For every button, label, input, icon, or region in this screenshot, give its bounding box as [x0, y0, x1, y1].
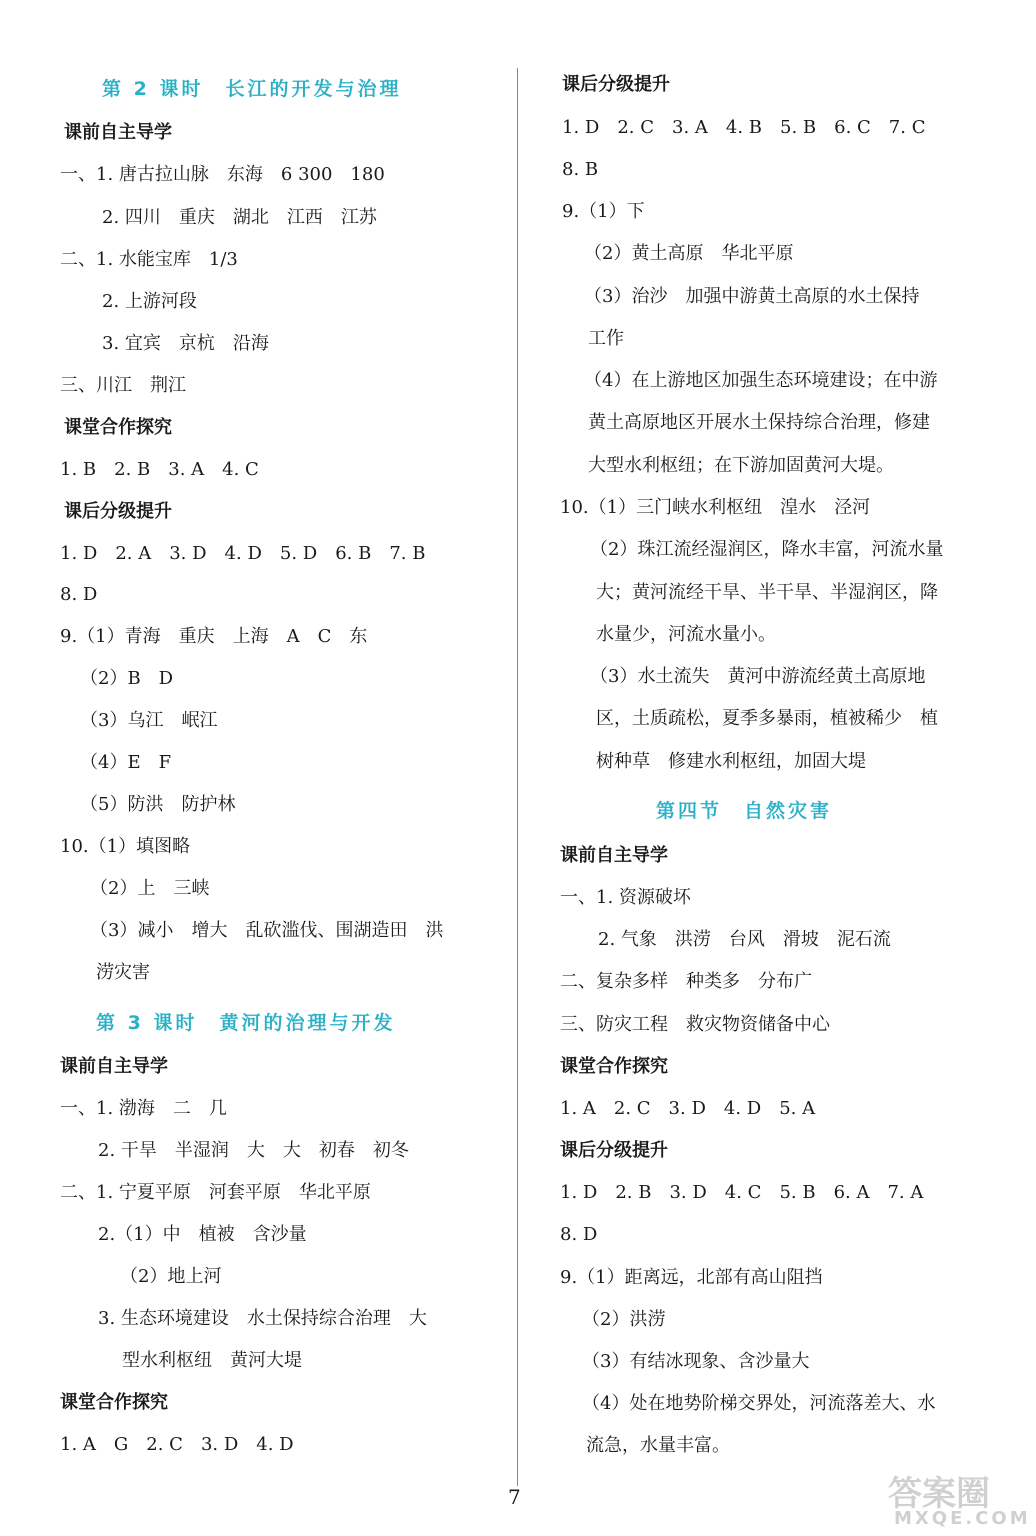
- answer-line: 1. A 2. C 3. D 4. D 5. A: [560, 1098, 816, 1119]
- answer-line: 9.（1）距离远，北部有高山阻挡: [560, 1267, 823, 1288]
- answer-line: 3. 宜宾 京杭 沿海: [102, 333, 269, 354]
- answer-line: 型水利枢纽 黄河大堤: [122, 1350, 302, 1371]
- answer-line: 三、防灾工程 救灾物资储备中心: [560, 1014, 830, 1035]
- answer-line: 三、川江 荆江: [60, 375, 186, 396]
- answer-line: （2）黄土高原 华北平原: [584, 243, 794, 264]
- section-title: 第 3 课时 黄河的治理与开发: [96, 1012, 396, 1034]
- answer-line: （3）有结冰现象、含沙量大: [582, 1351, 810, 1372]
- answer-line: 9.（1）下: [562, 201, 645, 222]
- answer-line: （5）防洪 防护林: [80, 794, 236, 815]
- subsection-heading: 课前自主导学: [60, 1056, 168, 1077]
- answer-line: 10.（1）三门峡水利枢纽 湟水 泾河: [560, 497, 871, 518]
- answer-line: 8. D: [60, 584, 98, 605]
- column-divider: [517, 68, 518, 1486]
- answer-line: 大；黄河流经干旱、半干旱、半湿润区，降: [596, 582, 938, 603]
- answer-line: 2. 干旱 半湿润 大 大 初春 初冬: [98, 1140, 409, 1161]
- answer-line: （2）B D: [80, 668, 174, 689]
- watermark-logo: 答案圈 MXQE.COM: [888, 1474, 1031, 1529]
- answer-line: 1. D 2. B 3. D 4. C 5. B 6. A 7. A: [560, 1182, 924, 1203]
- answer-line: 2. 四川 重庆 湖北 江西 江苏: [102, 207, 377, 228]
- answer-line: 二、复杂多样 种类多 分布广: [560, 971, 812, 992]
- subsection-heading: 课前自主导学: [560, 845, 668, 866]
- page-number: 7: [508, 1485, 521, 1509]
- section-title: 第四节 自然灾害: [656, 800, 833, 822]
- answer-line: 1. A G 2. C 3. D 4. D: [60, 1434, 294, 1455]
- answer-line: 二、1. 宁夏平原 河套平原 华北平原: [60, 1182, 371, 1203]
- answer-line: （2）珠江流经湿润区，降水丰富，河流水量: [590, 539, 944, 560]
- answer-line: 2. 上游河段: [102, 291, 197, 312]
- subsection-heading: 课后分级提升: [562, 74, 670, 95]
- answer-line: （2）上 三峡: [90, 878, 210, 899]
- answer-line: 8. D: [560, 1224, 598, 1245]
- answer-line: 一、1. 渤海 二 几: [60, 1098, 227, 1119]
- subsection-heading: 课堂合作探究: [64, 417, 172, 438]
- answer-line: 二、1. 水能宝库 1/3: [60, 249, 238, 270]
- answer-line: （3）乌江 岷江: [80, 710, 218, 731]
- subsection-heading: 课后分级提升: [560, 1140, 668, 1161]
- subsection-heading: 课后分级提升: [64, 501, 172, 522]
- answer-line: 2.（1）中 植被 含沙量: [98, 1224, 307, 1245]
- section-title: 第 2 课时 长江的开发与治理: [102, 78, 402, 100]
- answer-line: （4）E F: [80, 752, 172, 773]
- answer-line: 区，土质疏松，夏季多暴雨，植被稀少 植: [596, 708, 938, 729]
- answer-line: 1. D 2. C 3. A 4. B 5. B 6. C 7. C: [562, 117, 926, 138]
- answer-line: 3. 生态环境建设 水土保持综合治理 大: [98, 1308, 427, 1329]
- answer-line: 10.（1）填图略: [60, 836, 191, 857]
- answer-line: 流急，水量丰富。: [586, 1435, 730, 1456]
- answer-line: 1. D 2. A 3. D 4. D 5. D 6. B 7. B: [60, 543, 426, 564]
- answer-line: 1. B 2. B 3. A 4. C: [60, 459, 259, 480]
- subsection-heading: 课堂合作探究: [60, 1392, 168, 1413]
- answer-line: （2）洪涝: [582, 1309, 666, 1330]
- answer-line: 涝灾害: [96, 962, 150, 983]
- answer-line: 工作: [588, 328, 624, 349]
- answer-line: 黄土高原地区开展水土保持综合治理，修建: [588, 412, 930, 433]
- answer-line: （4）在上游地区加强生态环境建设；在中游: [584, 370, 938, 391]
- answer-line: （2）地上河: [120, 1266, 222, 1287]
- subsection-heading: 课前自主导学: [64, 122, 172, 143]
- answer-line: 一、1. 唐古拉山脉 东海 6 300 180: [60, 164, 385, 185]
- answer-line: （3）减小 增大 乱砍滥伐、围湖造田 洪: [90, 920, 444, 941]
- answer-line: 一、1. 资源破坏: [560, 887, 691, 908]
- answer-line: 2. 气象 洪涝 台风 滑坡 泥石流: [598, 929, 891, 950]
- answer-line: 水量少，河流水量小。: [596, 624, 776, 645]
- answer-line: 9.（1）青海 重庆 上海 A C 东: [60, 626, 368, 647]
- answer-line: （3）治沙 加强中游黄土高原的水土保持: [584, 286, 920, 307]
- answer-line: 大型水利枢纽；在下游加固黄河大堤。: [588, 455, 894, 476]
- subsection-heading: 课堂合作探究: [560, 1056, 668, 1077]
- answer-line: （3）水土流失 黄河中游流经黄土高原地: [590, 666, 926, 687]
- answer-line: （4）处在地势阶梯交界处，河流落差大、水: [582, 1393, 936, 1414]
- answer-line: 树种草 修建水利枢纽，加固大堤: [596, 751, 866, 772]
- answer-line: 8. B: [562, 159, 599, 180]
